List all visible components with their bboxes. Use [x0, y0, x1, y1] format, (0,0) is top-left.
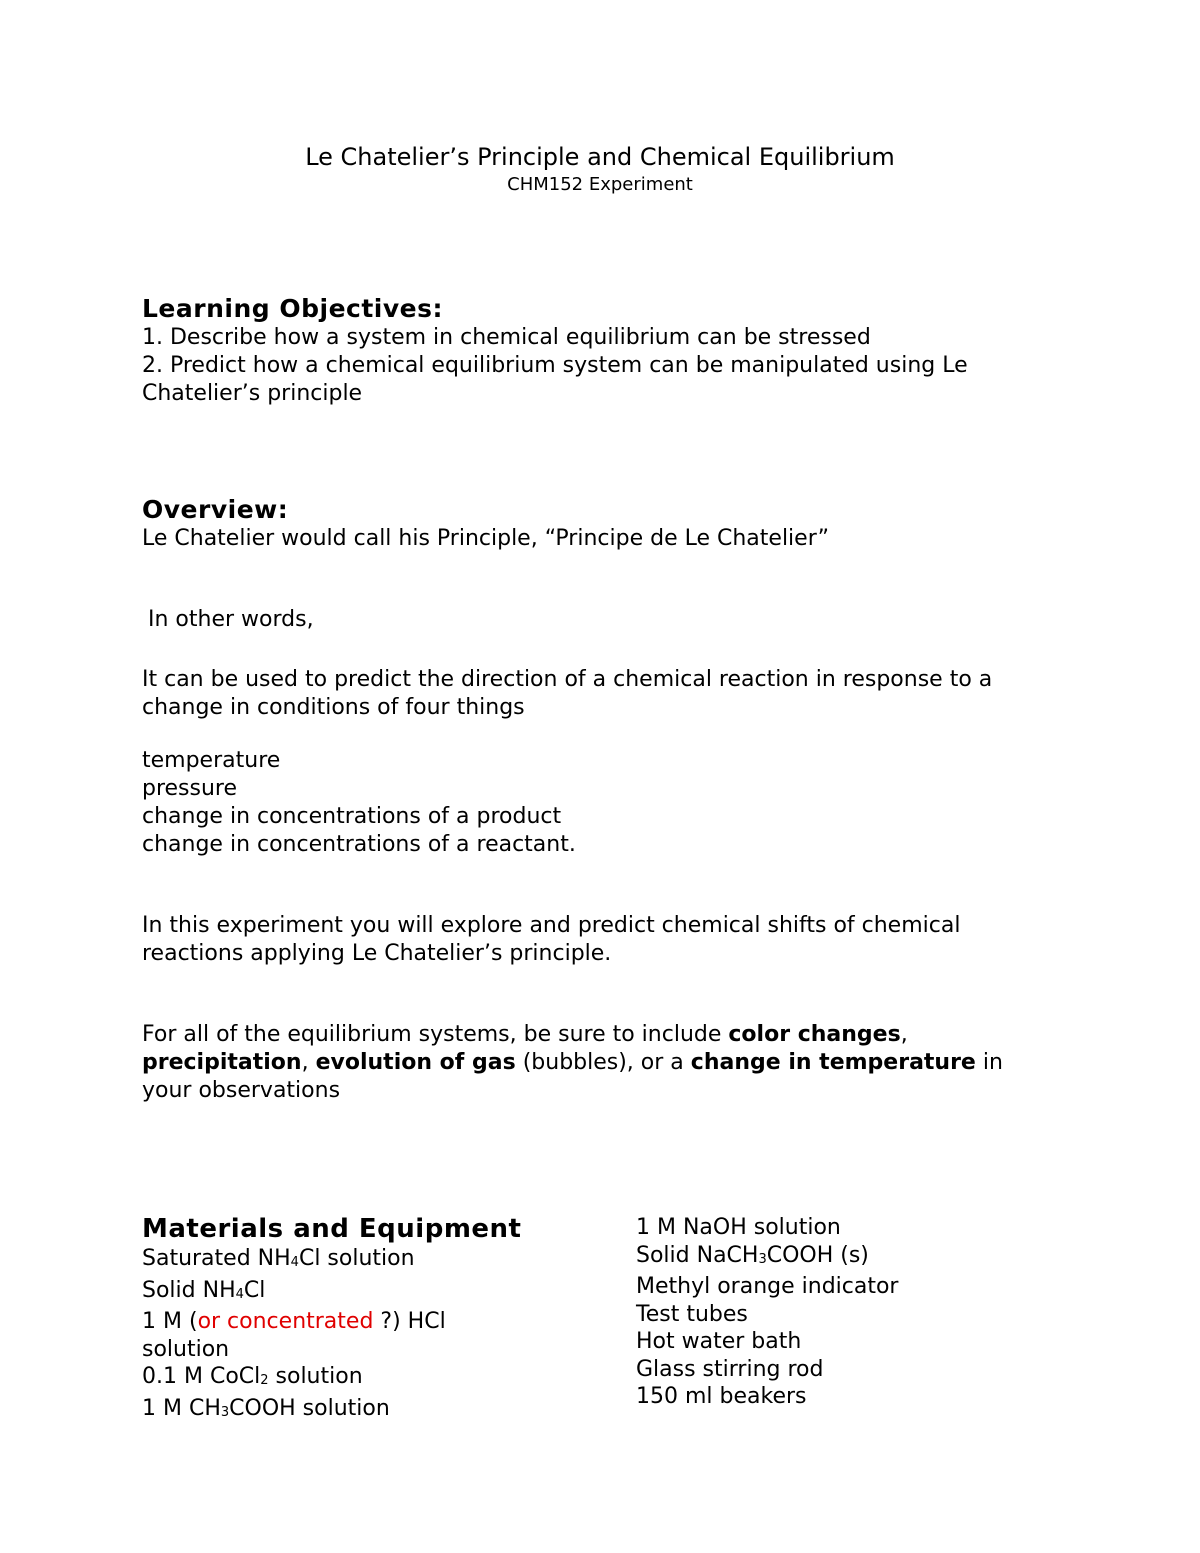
material-item: 0.1 M CoCl$_2$ solution	[142, 1364, 363, 1389]
emphasis-evolution-of-gas: evolution of gas	[315, 1050, 516, 1075]
material-item: 1 M (or concentrated ?) HCl	[142, 1309, 446, 1334]
overview-section	[142, 495, 1072, 553]
material-item: Glass stirring rod	[636, 1356, 824, 1382]
emphasis-color-changes: color changes	[728, 1022, 901, 1047]
material-item: 1 M $CH_3COOH$ solution	[142, 1395, 390, 1421]
list-item: temperature	[142, 748, 281, 773]
materials-heading: Materials and Equipment	[142, 1214, 522, 1244]
material-item-continued: solution	[142, 1336, 230, 1362]
learning-objectives-section	[142, 294, 1072, 408]
other-words-text: In other words,	[148, 607, 314, 632]
learning-objectives-heading: Learning Objectives:	[142, 294, 443, 323]
experiment-paragraph: In this experiment you will explore and predict chemical shifts of chemical reactions applying Le Chatelier’s principle.	[142, 913, 961, 966]
material-item: Solid NaCH$_3$COOH (s)	[636, 1242, 869, 1268]
document-subtitle: CHM152 Experiment	[507, 174, 693, 195]
materials-left-column	[142, 1213, 612, 1426]
objective-item: 2. Predict how a chemical equilibrium system can be manipulated using Le Chatelier’s principle	[142, 353, 968, 406]
material-item: Test tubes	[636, 1301, 748, 1327]
observations-paragraph: For all of the equilibrium systems, be sure to include color changes, precipitation, evolution of gas (bubbles), or a change in temperature in your observations	[142, 1022, 1003, 1103]
materials-right-column	[636, 1214, 1056, 1411]
predict-paragraph: It can be used to predict the direction of a chemical reaction in response to a change in conditions of four things	[142, 667, 993, 720]
material-item: 1 M NaOH solution	[636, 1215, 841, 1240]
list-item: change in concentrations of a reactant.	[142, 832, 576, 857]
material-item: Solid $NH_4Cl$	[142, 1277, 266, 1303]
document-title: Le Chatelier’s Principle and Chemical Equilibrium	[305, 143, 895, 171]
material-item: 150 ml beakers	[636, 1384, 807, 1409]
material-item: Saturated $NH_4Cl$ solution	[142, 1246, 415, 1271]
red-note: or concentrated	[197, 1309, 374, 1334]
list-item: change in concentrations of a product	[142, 804, 562, 829]
emphasis-precipitation: precipitation	[142, 1050, 302, 1075]
list-item: pressure	[142, 776, 238, 801]
material-item: Methyl orange indicator	[636, 1274, 899, 1299]
objective-item: 1. Describe how a system in chemical equilibrium can be stressed	[142, 325, 871, 350]
material-item: Hot water bath	[636, 1329, 802, 1354]
conditions-list	[142, 747, 1072, 859]
overview-intro: Le Chatelier would call his Principle, “Principe de Le Chatelier”	[142, 526, 830, 551]
emphasis-change-in-temperature: change in temperature	[690, 1050, 976, 1075]
overview-heading: Overview:	[142, 495, 289, 524]
